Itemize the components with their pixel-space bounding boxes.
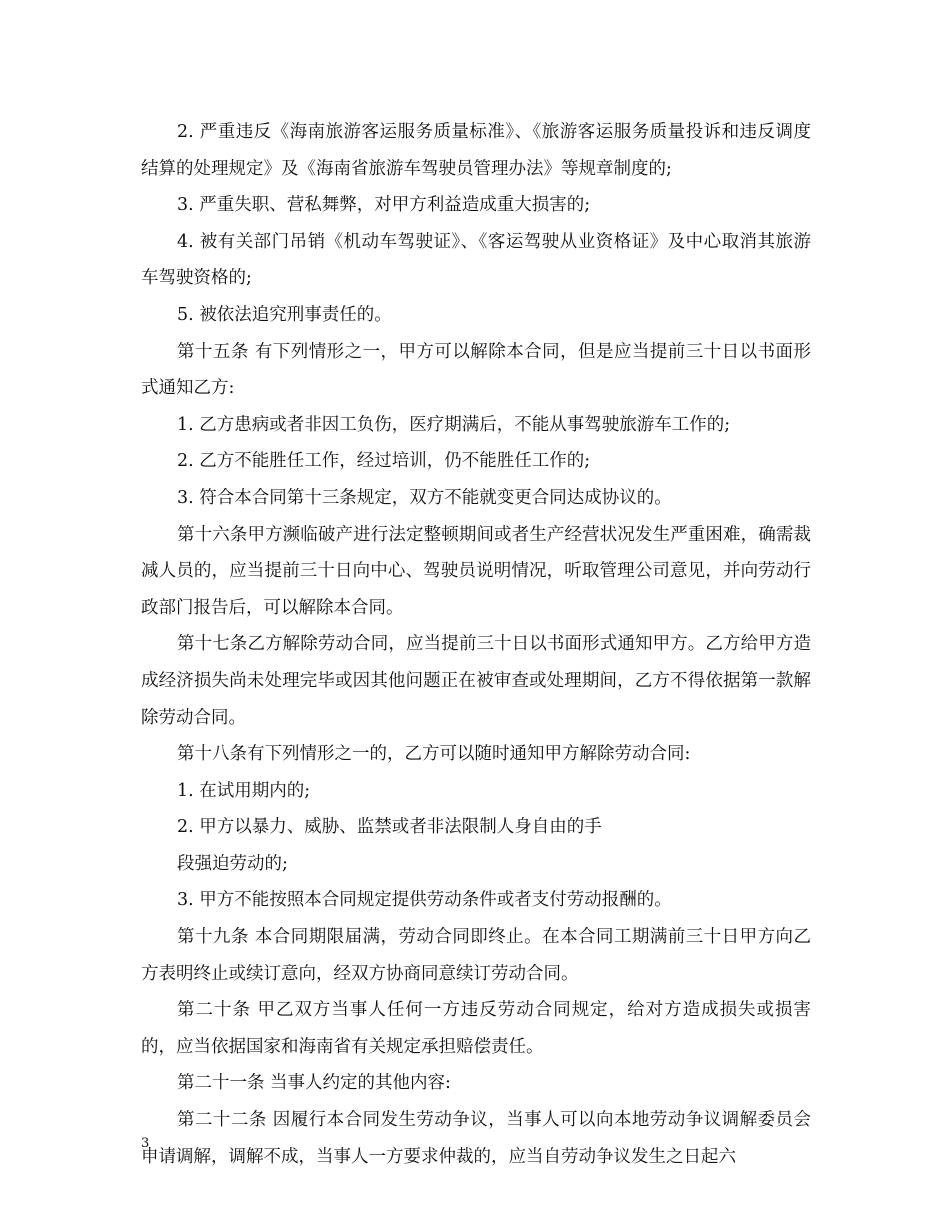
paragraph-article-18-item-2: 2. 甲方以暴力、威胁、监禁或者非法限制人身自由的手	[177, 817, 602, 838]
page-number: 3	[141, 1136, 150, 1151]
paragraph-article-18-item-1: 1. 在试用期内的;	[177, 780, 311, 801]
paragraph-article-16: 第十六条甲方濒临破产进行法定整顿期间或者生产经营状况发生严重困难，确需裁减人员的，应当提前三十日向中心、驾驶员说明情况，听取管理公司意见，并向劳动行政部门报告后，可以解除本合同。	[141, 524, 811, 618]
paragraph-article-15: 第十五条 有下列情形之一，甲方可以解除本合同，但是应当提前三十日以书面形式通知乙方:	[141, 341, 811, 399]
paragraph-article-22: 第二十二条 因履行本合同发生劳动争议，当事人可以向本地劳动争议调解委员会申请调解，调解不成，当事人一方要求仲裁的，应当自劳动争议发生之日起六	[141, 1110, 811, 1167]
paragraph-clause-item-4: 4. 被有关部门吊销《机动车驾驶证》、《客运驾驶从业资格证》及中心取消其旅游车驾驶资格的;	[141, 231, 811, 289]
paragraph-article-18-item-3: 3. 甲方不能按照本合同规定提供劳动条件或者支付劳动报酬的。	[177, 890, 672, 911]
paragraph-clause-item-3: 3. 严重失职、营私舞弊，对甲方利益造成重大损害的;	[177, 195, 591, 216]
paragraph-clause-item-2: 2. 严重违反《海南旅游客运服务质量标准》、《旅游客运服务质量投诉和违反调度结算的处理规定》及《海南省旅游车驾驶员管理办法》等规章制度的;	[141, 122, 811, 179]
paragraph-article-18: 第十八条有下列情形之一的，乙方可以随时通知甲方解除劳动合同:	[177, 744, 691, 765]
paragraph-clause-item-5: 5. 被依法追究刑事责任的。	[177, 304, 392, 325]
paragraph-article-15-item-2: 2. 乙方不能胜任工作，经过培训，仍不能胜任工作的;	[177, 451, 591, 472]
paragraph-article-17: 第十七条乙方解除劳动合同，应当提前三十日以书面形式通知甲方。乙方给甲方造成经济损失尚未处理完毕或因其他问题正在被审查或处理期间，乙方不得依据第一款解除劳动合同。	[141, 634, 811, 728]
paragraph-article-18-item-2-cont: 段强迫劳动的;	[177, 853, 288, 874]
paragraph-article-21: 第二十一条 当事人约定的其他内容:	[177, 1073, 451, 1094]
paragraph-article-20: 第二十条 甲乙双方当事人任何一方违反劳动合同规定，给对方造成损失或损害的，应当依据国家和海南省有关规定承担赔偿责任。	[141, 1000, 811, 1057]
paragraph-article-19: 第十九条 本合同期限届满，劳动合同即终止。在本合同工期满前三十日甲方向乙方表明终止或续订意向，经双方协商同意续订劳动合同。	[141, 927, 811, 984]
document-body	[141, 114, 811, 1175]
paragraph-article-15-item-1: 1. 乙方患病或者非因工负伤，医疗期满后，不能从事驾驶旅游车工作的;	[177, 414, 731, 435]
paragraph-article-15-item-3: 3. 符合本合同第十三条规定，双方不能就变更合同达成协议的。	[177, 487, 672, 508]
